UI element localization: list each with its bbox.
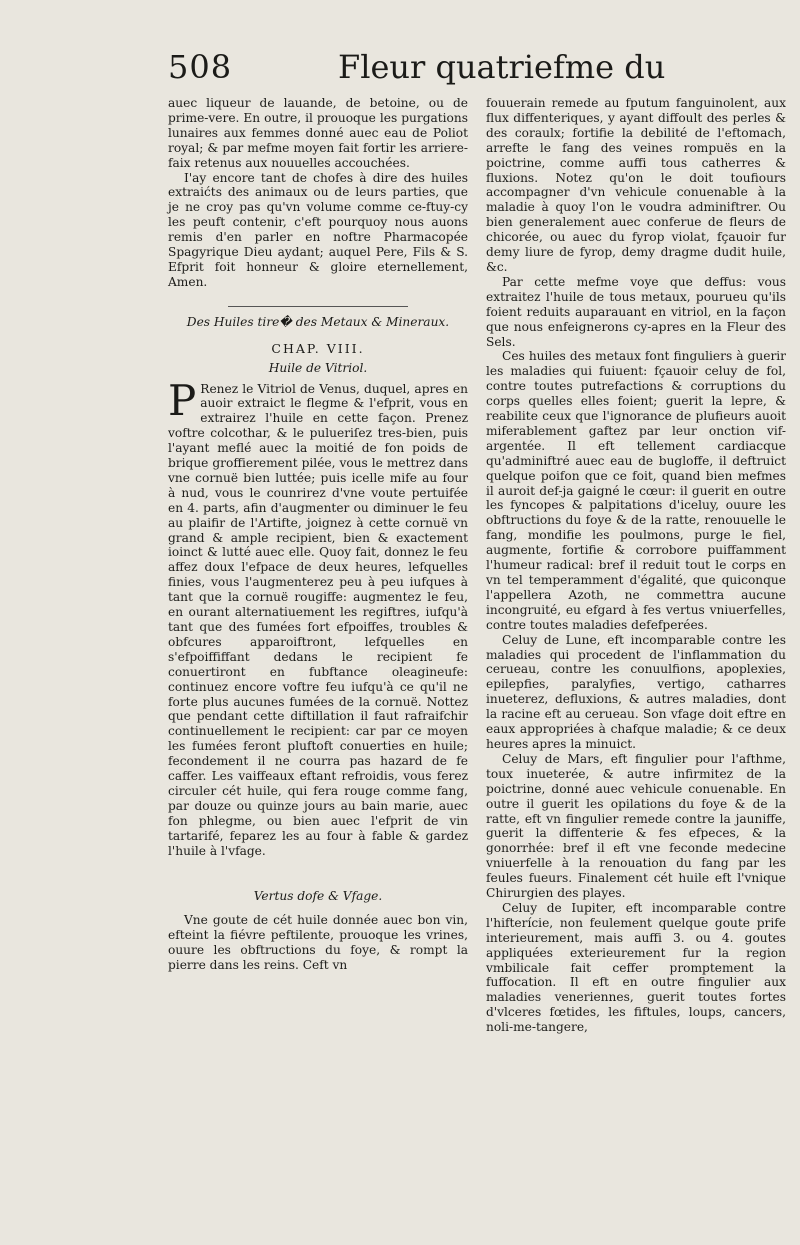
page-number: 508	[168, 48, 233, 86]
section-title: Des Huiles tire� des Metaux & Mineraux.	[186, 314, 450, 329]
paragraph: Celuy de Lune, eft incomparable contre les maladies qui procedent de l'inflammation du cerueau, contre les conuulfions, apoplexies, epilepfies, paralyfies, vertigo, catharres inueterez, defluxions, & autres maladies, dont la racine eft au cerueau. Son vfage doit eftre en eaux appropriées à chafque maladie; & ce deux heures apres la minuict.	[486, 632, 786, 751]
paragraph: I'ay encore tant de chofes à dire des huiles extraićts des animaux ou de leurs parties, que je ne croy pas qu'vn volume comme ce-ftuy-cy les peuft contenir, c'eft pourquoy nous auons remis d'en parler en noftre Pharmacopée Spagyrique Dieu aydant; auquel Pere, Fils & S. Efprit foit honneur & gloire eternellement, Amen.	[168, 170, 468, 289]
paragraph	[168, 375, 468, 859]
chapter-heading: CHAP. VIII.	[271, 340, 365, 356]
paragraph: Celuy de Iupiter, eft incomparable contre l'hifterície, non feulement quelque goute prife interieurement, mais auffi 3. ou 4. goutes appliquées exterieurement fur la region vmbilicale fait ceffer promptement la fuffocation. Il eft en outre fingulier aux maladies veneriennes, guerit toutes fortes d'vlceres fœtides, les fiftules, loups, cancers, noli-me-tangere,	[486, 900, 786, 1035]
paragraph: fouuerain remede au fputum fanguinolent, aux flux diffenteriques, y ayant diffoult des perles & des coraulx; fortifie la debilité de l'eftomach, arrefte le fang des veines rompuës en la poictrine, comme auffi tous catherres & fluxions. Notez qu'on le doit toufiours accompagner d'vn vehicule conuenable à la maladie à quoy l'on le voudra adminiftrer. Ou bien generalement auec conferue de fleurs de chicorée, ou auec du fyrop violat, fçauoir fur demy liure de fyrop, demy dragme dudit huile, &c.	[486, 96, 786, 274]
section-divider	[228, 306, 408, 307]
drop-cap: P	[168, 375, 197, 425]
left-column	[168, 96, 468, 973]
running-title: Fleur quatriefme du	[338, 48, 666, 86]
page-header	[168, 48, 728, 96]
paragraph-text: Renez le Vitriol de Venus, duquel, apres en auoir extraict le flegme & l'efprit, vous en extrairez l'huile en cette façon. Prenez voftre colcothar, & le pulueriſez tres-bien, puis l'ayant meflé auec la moitié de fon poids de brique groffierement pilée, vous le mettrez dans vne cornuë bien luttée; puis icelle mife au four à nud, vous le counrirez d'vne voute pertuifée en 4. parts, afin d'augmenter ou diminuer le feu au plaifir de l'Artifte, joignez à cette cornuë vn grand & ample recipient, bien & exactement ioinct & lutté auec elle. Quoy fait, donnez le feu affez doux l'efpace de deux heures, lefquelles finies, vous l'augmenterez peu à peu iufques à tant que la cornuë rougiffe: augmentez le feu, en ourant alternatiuement les regiftres, iufqu'à tant que des fumées fort efpoiffes, troubles & obfcures apparoiftront, lefquelles en s'efpoiffiffant dedans le recipient fe conuertiront en fubftance oleagineufe: continuez encore voftre feu iufqu'à ce qu'il ne forte plus aucunes fumées de la cornuë. Nottez que pendant cette diftillation il faut rafraifchir continuellement le recipient: car par ce moyen les fumées feront pluftoft conuerties en huile; fecondement il ne courra pas hazard de fe caffer. Les vaiffeaux eftant refroidis, vous ferez circuler cét huile, qui fera rouge comme fang, par douze ou quinze jours au bain marie, auec fon phlegme, ou bien auec l'efprit de vin tartarifé, feparez les au four à fable & gardez l'huile à l'vfage.	[168, 381, 468, 858]
paragraph: Ces huiles des metaux font finguliers à guerir les maladies qui fuiuent: fçauoir celuy de fol, contre toutes putrefactions & corruptions du corps quelles elles foient; guerit la lepre, & reabilite ceux que l'ignorance de plufieurs auoit miferablement gaftez par leur onction vif-argentée. Il eft tellement cardiacque qu'adminiftré auec eau de bugloffe, il deftruict quelque poifon que ce foit, quand bien mefmes il auroit def-ja gaigné le cœur: il guerit en outre les fyncopes & palpitations d'iceluy, ouure les obftructions du foye & de la ratte, renouuelle le fang, mondifie les poulmons, purge le fiel, augmente, fortifie & corrobore puiffamment l'humeur radical: bref il reduit tout le corps en vn tel temperamment d'égalité, que quiconque l'appellera Azoth, ne commettra aucune incongruité, eu efgard à fes vertus vniuerfelles, contre toutes maladies defefperées.	[486, 349, 786, 632]
subsection-title: Vertus dofe & Vfage.	[253, 888, 383, 903]
right-column	[486, 96, 786, 1035]
paragraph: Par cette mefme voye que deffus: vous extraitez l'huile de tous metaux, pourueu qu'ils foient reduits auparauant en vitriol, en la façon que nous enfeignerons cy-apres en la Fleur des Sels.	[486, 274, 786, 349]
paragraph: Vne goute de cét huile donnée auec bon vin, efteint la fiévre peftilente, prouoque les vrines, ouure les obftructions du foye, & rompt la pierre dans les reins. Ceft vn	[168, 913, 468, 973]
paragraph: auec liqueur de lauande, de betoine, ou de prime-vere. En outre, il prouoque les purgations lunaires aux femmes donné auec eau de Poliot royal; & par mefme moyen fait fortir les arriere-faix retenus aux nouuelles accouchées.	[168, 96, 468, 170]
paragraph: Celuy de Mars, eft fingulier pour l'afthme, toux inueterée, & autre infirmitez de la poictrine, donné auec vehicule conuenable. En outre il guerit les opilations du foye & de la ratte, eft vn fingulier remede contre la jauniffe, guerit la diffenterie & fes efpeces, & la gonorrhée: bref il eft vne feconde medecine vniuerfelle à la renouation du fang par les feules fueurs. Finalement cét huile eft l'vnique Chirurgien des playes.	[486, 751, 786, 901]
chapter-subheading: Huile de Vitriol.	[268, 360, 368, 375]
